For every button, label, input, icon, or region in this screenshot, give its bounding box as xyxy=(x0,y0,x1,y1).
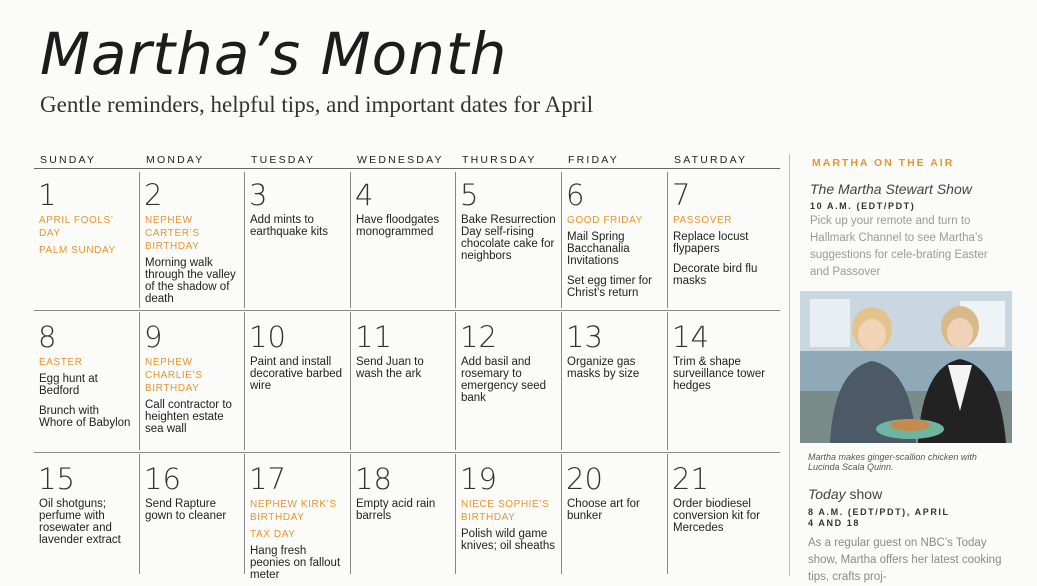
day-holiday-secondary: TAX DAY xyxy=(250,529,296,540)
day-note-secondary: Brunch with Whore of Babylon xyxy=(39,405,131,429)
calendar-day-7 xyxy=(667,172,780,308)
day-note: Organize gas masks by size xyxy=(567,356,640,380)
calendar-day-5 xyxy=(455,172,561,308)
day-note: Hang fresh peonies on fallout meter xyxy=(250,545,341,581)
today-show-description: As a regular guest on NBC’s Today show, Martha offers her latest cooking tips, crafts proj- xyxy=(808,537,1002,583)
calendar-day-14 xyxy=(667,312,780,450)
day-number: 19 xyxy=(460,462,497,496)
calendar-day-10 xyxy=(244,312,350,450)
calendar-day-15 xyxy=(34,454,139,574)
day-number: 18 xyxy=(355,462,392,496)
calendar-day-11 xyxy=(350,312,455,450)
calendar-day-1 xyxy=(34,172,139,308)
calendar-day-18 xyxy=(350,454,455,574)
day-note: Add basil and rosemary to emergency seed bank xyxy=(461,356,547,404)
weekday-sunday: SUNDAY xyxy=(40,154,97,166)
day-note: Have floodgates monogrammed xyxy=(356,214,440,238)
day-number: 2 xyxy=(144,178,163,212)
day-number: 17 xyxy=(249,462,286,496)
day-note: Trim & shape surveillance tower hedges xyxy=(673,356,766,392)
day-note: Bake Resurrection Day self-rising chocolate cake for neighbors xyxy=(461,214,556,262)
sidebar-heading: MARTHA ON THE AIR xyxy=(812,157,955,169)
day-note: Oil shotguns; perfume with rosewater and lavender extract xyxy=(39,498,121,546)
week-divider xyxy=(34,310,780,311)
photo-caption: Martha makes ginger-scallion chicken with Lucinda Scala Quinn. xyxy=(808,452,977,472)
show-title-martha-stewart: The Martha Stewart Show xyxy=(810,181,972,197)
day-note: Add mints to earthquake kits xyxy=(250,214,328,238)
day-number: 21 xyxy=(672,462,709,496)
weekday-saturday: SATURDAY xyxy=(674,154,748,166)
calendar-grid xyxy=(34,170,780,581)
day-number: 16 xyxy=(144,462,181,496)
day-holiday: GOOD FRIDAY xyxy=(567,215,643,226)
day-number: 14 xyxy=(672,320,709,354)
calendar-day-16 xyxy=(139,454,244,574)
day-number: 15 xyxy=(38,462,75,496)
day-number: 9 xyxy=(144,320,163,354)
weekday-tuesday: TUESDAY xyxy=(251,154,316,166)
day-holiday: NEPHEW CHARLIE’S BIRTHDAY xyxy=(145,357,203,394)
day-note: Send Rapture gown to cleaner xyxy=(145,498,227,522)
weekday-friday: FRIDAY xyxy=(568,154,619,166)
today-italic: Today xyxy=(808,486,846,502)
day-holiday: APRIL FOOLS’ DAY xyxy=(39,215,114,239)
day-number: 11 xyxy=(355,320,392,354)
calendar-day-2 xyxy=(139,172,244,308)
day-number: 6 xyxy=(566,178,585,212)
day-note-secondary: Set egg timer for Christ’s return xyxy=(567,275,653,299)
day-number: 13 xyxy=(566,320,603,354)
day-note: Replace locust flypapers xyxy=(673,231,749,255)
day-number: 20 xyxy=(566,462,603,496)
week-divider xyxy=(34,452,780,453)
day-note: Paint and install decorative barbed wire xyxy=(250,356,343,392)
calendar-day-6 xyxy=(561,172,667,308)
calendar-day-19 xyxy=(455,454,561,574)
day-number: 4 xyxy=(355,178,374,212)
day-note: Call contractor to heighten estate sea wall xyxy=(145,399,232,435)
today-show-word: show xyxy=(845,486,883,502)
calendar-day-21 xyxy=(667,454,780,574)
calendar-day-8 xyxy=(34,312,139,450)
calendar-day-13 xyxy=(561,312,667,450)
day-holiday: EASTER xyxy=(39,357,83,368)
day-note: Order biodiesel conversion kit for Mercedes xyxy=(673,498,760,534)
today-show-time: 8 A.M. (EDT/PDT), APRIL 4 AND 18 xyxy=(808,507,950,528)
day-note: Choose art for bunker xyxy=(567,498,640,522)
day-note: Egg hunt at Bedford xyxy=(39,373,98,397)
weekday-wednesday: WEDNESDAY xyxy=(357,154,444,166)
show-time: 10 A.M. (EDT/PDT) xyxy=(810,201,916,211)
today-show-section xyxy=(808,486,1013,586)
day-number: 1 xyxy=(38,178,57,212)
sidebar-divider xyxy=(789,154,790,576)
calendar-day-12 xyxy=(455,312,561,450)
day-holiday-secondary: PALM SUNDAY xyxy=(39,245,116,256)
show-title-today xyxy=(808,486,1013,502)
day-holiday: PASSOVER xyxy=(673,215,733,226)
day-note: Mail Spring Bacchanalia Invitations xyxy=(567,231,630,267)
calendar-day-4 xyxy=(350,172,455,308)
day-number: 7 xyxy=(672,178,691,212)
day-holiday: NEPHEW KIRK’S BIRTHDAY xyxy=(250,499,337,523)
show-description: Pick up your remote and turn to Hallmark Channel to see Martha’s suggestions for cele-brating Easter and Passover xyxy=(810,215,988,278)
sidebar-martha-on-the-air xyxy=(800,154,1015,583)
day-note-secondary: Decorate bird flu masks xyxy=(673,263,758,287)
calendar-day-20 xyxy=(561,454,667,574)
day-number: 3 xyxy=(249,178,268,212)
day-holiday: NIECE SOPHIE’S BIRTHDAY xyxy=(461,499,550,523)
weekday-thursday: THURSDAY xyxy=(462,154,537,166)
day-note: Polish wild game knives; oil sheaths xyxy=(461,528,555,552)
header-divider xyxy=(34,168,780,169)
day-note: Send Juan to wash the ark xyxy=(356,356,424,380)
photo-illustration xyxy=(800,291,1012,443)
day-holiday: NEPHEW CARTER’S BIRTHDAY xyxy=(145,215,200,252)
day-number: 8 xyxy=(38,320,57,354)
calendar-day-3 xyxy=(244,172,350,308)
day-note: Morning walk through the valley of the shadow of death xyxy=(145,257,236,305)
day-number: 12 xyxy=(460,320,497,354)
day-note: Empty acid rain barrels xyxy=(356,498,436,522)
page-subtitle: Gentle reminders, helpful tips, and important dates for April xyxy=(40,92,594,117)
page-title: Martha’s Month xyxy=(40,20,508,88)
show-photo xyxy=(800,291,1012,443)
day-number: 5 xyxy=(460,178,479,212)
day-number: 10 xyxy=(249,320,286,354)
calendar-day-17 xyxy=(244,454,350,581)
calendar-day-9 xyxy=(139,312,244,450)
weekday-monday: MONDAY xyxy=(146,154,205,166)
